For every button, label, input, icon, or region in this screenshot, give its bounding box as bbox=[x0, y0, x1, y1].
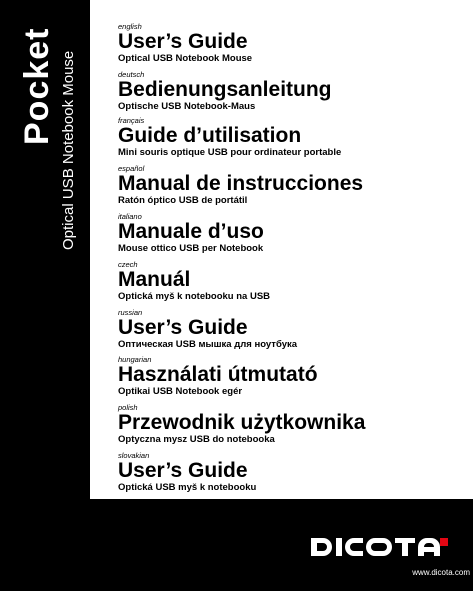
language-label: polish bbox=[118, 403, 138, 412]
guide-title: Manuale d’uso bbox=[118, 220, 264, 243]
guide-subtitle: Оптическая USB мышка для ноутбука bbox=[118, 339, 298, 350]
language-label: hungarian bbox=[118, 355, 152, 364]
guide-title: Manuál bbox=[118, 268, 191, 291]
guide-title: Guide d’utilisation bbox=[118, 124, 302, 147]
section-polish bbox=[118, 403, 468, 445]
section-deutsch bbox=[118, 70, 468, 112]
section-espanol bbox=[118, 164, 468, 206]
language-label: russian bbox=[118, 308, 143, 317]
guide-title: Przewodnik użytkownika bbox=[118, 411, 366, 434]
website-url[interactable]: www.dicota.com bbox=[412, 568, 470, 577]
language-label: français bbox=[118, 116, 145, 125]
section-hungarian bbox=[118, 355, 468, 397]
section-francais bbox=[118, 116, 468, 158]
language-label: english bbox=[118, 22, 142, 31]
language-list bbox=[90, 0, 473, 499]
language-label: español bbox=[118, 164, 145, 173]
section-english bbox=[118, 22, 468, 64]
guide-subtitle: Mini souris optique USB pour ordinateur portable bbox=[118, 147, 342, 158]
guide-title: Bedienungsanleitung bbox=[118, 78, 332, 101]
guide-subtitle: Optische USB Notebook-Maus bbox=[118, 101, 256, 112]
guide-subtitle: Mouse ottico USB per Notebook bbox=[118, 243, 264, 254]
section-russian bbox=[118, 308, 468, 350]
dicota-logo bbox=[305, 528, 455, 566]
section-czech bbox=[118, 260, 468, 302]
guide-title: Manual de instrucciones bbox=[118, 172, 364, 195]
product-name: Pocket bbox=[18, 27, 56, 145]
guide-subtitle: Optikai USB Notebook egér bbox=[118, 386, 243, 397]
guide-title: User’s Guide bbox=[118, 30, 248, 53]
product-description: Optical USB Notebook Mouse bbox=[60, 50, 77, 250]
guide-title: User’s Guide bbox=[118, 316, 248, 339]
language-label: deutsch bbox=[118, 70, 145, 79]
language-label: italiano bbox=[118, 212, 142, 221]
language-label: czech bbox=[118, 260, 138, 269]
guide-title: Használati útmutató bbox=[118, 363, 318, 386]
guide-subtitle: Optická USB myš k notebooku bbox=[118, 482, 257, 493]
guide-subtitle: Optyczna mysz USB do notebooka bbox=[118, 434, 275, 445]
language-label: slovakian bbox=[118, 451, 150, 460]
logo-text: DICOTA bbox=[305, 528, 309, 529]
guide-subtitle: Optická myš k notebooku na USB bbox=[118, 291, 271, 302]
section-slovakian bbox=[118, 451, 468, 493]
guide-subtitle: Optical USB Notebook Mouse bbox=[118, 53, 253, 64]
section-italiano bbox=[118, 212, 468, 254]
guide-subtitle: Ratón óptico USB de portátil bbox=[118, 195, 248, 206]
guide-title: User’s Guide bbox=[118, 459, 248, 482]
spine bbox=[0, 0, 90, 591]
